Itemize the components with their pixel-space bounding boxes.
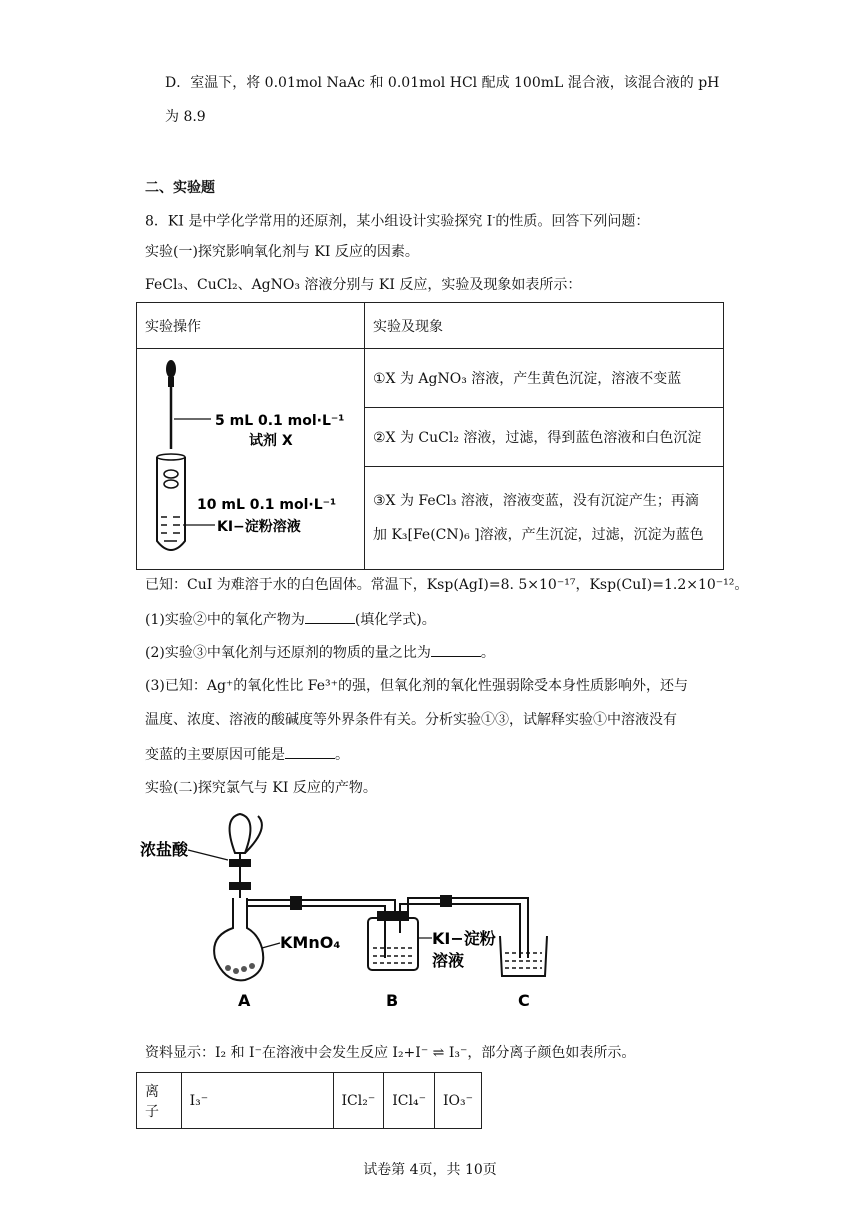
round-flask: [214, 898, 263, 980]
ion-icl4: ICl₄⁻: [384, 1073, 435, 1129]
reagent-x-label-2: 试剂 X: [249, 433, 293, 449]
known-statement: 已知：CuI 为难溶于水的白色固体。常温下，Ksp(AgI)=8. 5×10⁻¹⁷，Ksp(CuI)=1.2×10⁻¹²。: [145, 577, 749, 593]
gas-washing-bottle: [368, 918, 418, 970]
experiment-table: [136, 302, 724, 570]
section-title: 二、实验题: [145, 180, 215, 196]
info-statement: 资料显示：I₂ 和 I⁻在溶液中会发生反应 I₂+I⁻ ⇌ I₃⁻，部分离子颜色如表所示。: [145, 1045, 636, 1061]
label-c: C: [518, 991, 530, 1010]
option-d-line2: 为 8.9: [165, 109, 206, 125]
question-3-line1: (3)已知：Ag⁺的氧化性比 Fe³⁺的强，但氧化剂的氧化性强弱除受本身性质影响外，还与: [145, 678, 688, 694]
table-row-2: ②X 为 CuCl₂ 溶液，过滤，得到蓝色溶液和白色沉淀: [365, 408, 724, 467]
conc-hcl-label: 浓盐酸: [140, 840, 189, 859]
kmno4-label: KMnO₄: [280, 933, 341, 952]
ki-starch-label-2: 溶液: [432, 951, 465, 970]
ki-starch-label-1: KI−淀粉: [432, 929, 496, 948]
ion-icl2: ICl₂⁻: [333, 1073, 384, 1129]
header-phenomena: 实验及现象: [365, 303, 724, 349]
experiment-1-title: 实验(一)探究影响氧化剂与 KI 反应的因素。: [145, 244, 419, 260]
answer-blank-2[interactable]: [431, 642, 481, 657]
chlorine-apparatus-figure: [140, 808, 570, 1018]
ion-header: 离子: [137, 1073, 182, 1129]
reagent-x-label-1: 5 mL 0.1 mol·L⁻¹: [215, 413, 345, 429]
ion-color-table: [136, 1072, 482, 1129]
page-footer: 试卷第 4页，共 10页: [363, 1162, 497, 1178]
header-operation: 实验操作: [137, 303, 365, 349]
dropper-test-tube-figure: [137, 349, 364, 565]
ki-label-2: KI−淀粉溶液: [217, 519, 301, 535]
option-d-line1: D．室温下，将 0.01mol NaAc 和 0.01mol HCl 配成 100mL 混合液，该混合液的 pH: [165, 75, 720, 91]
answer-blank-1[interactable]: [305, 609, 355, 624]
table-row-1: ①X 为 AgNO₃ 溶液，产生黄色沉淀，溶液不变蓝: [365, 349, 724, 408]
test-tube: [157, 457, 185, 550]
answer-blank-3[interactable]: [285, 744, 335, 759]
ion-io3: IO₃⁻: [434, 1073, 481, 1129]
table-row-3: ③X 为 FeCl₃ 溶液，溶液变蓝，没有沉淀产生；再滴 加 K₃[Fe(CN)₆ ]溶液，产生沉淀，过滤，沉淀为蓝色: [365, 467, 724, 570]
question-2: (2)实验③中氧化剂与还原剂的物质的量之比为 。: [145, 642, 495, 663]
label-b: B: [386, 991, 399, 1010]
question-1: (1)实验②中的氧化产物为 (填化学式)。: [145, 609, 436, 630]
ion-i3: I₃⁻: [181, 1073, 333, 1129]
question-3-line3: 变蓝的主要原因可能是 。: [145, 744, 349, 765]
dropper-bulb: [166, 360, 176, 378]
separatory-funnel: [230, 814, 251, 853]
ki-label-1: 10 mL 0.1 mol·L⁻¹: [197, 497, 337, 513]
experiment-2-title: 实验(二)探究氯气与 KI 反应的产物。: [145, 780, 377, 796]
apparatus-figure-cell: [137, 349, 365, 570]
label-a: A: [238, 991, 251, 1010]
experiment-1-description: FeCl₃、CuCl₂、AgNO₃ 溶液分别与 KI 反应，实验及现象如表所示：: [145, 277, 582, 293]
beaker: [500, 936, 547, 976]
question-3-line2: 温度、浓度、溶液的酸碱度等外界条件有关。分析实验①③，试解释实验①中溶液没有: [145, 712, 677, 728]
question-8-intro: 8．KI 是中学化学常用的还原剂，某小组设计实验探究 I-的性质。回答下列问题：: [145, 213, 650, 230]
